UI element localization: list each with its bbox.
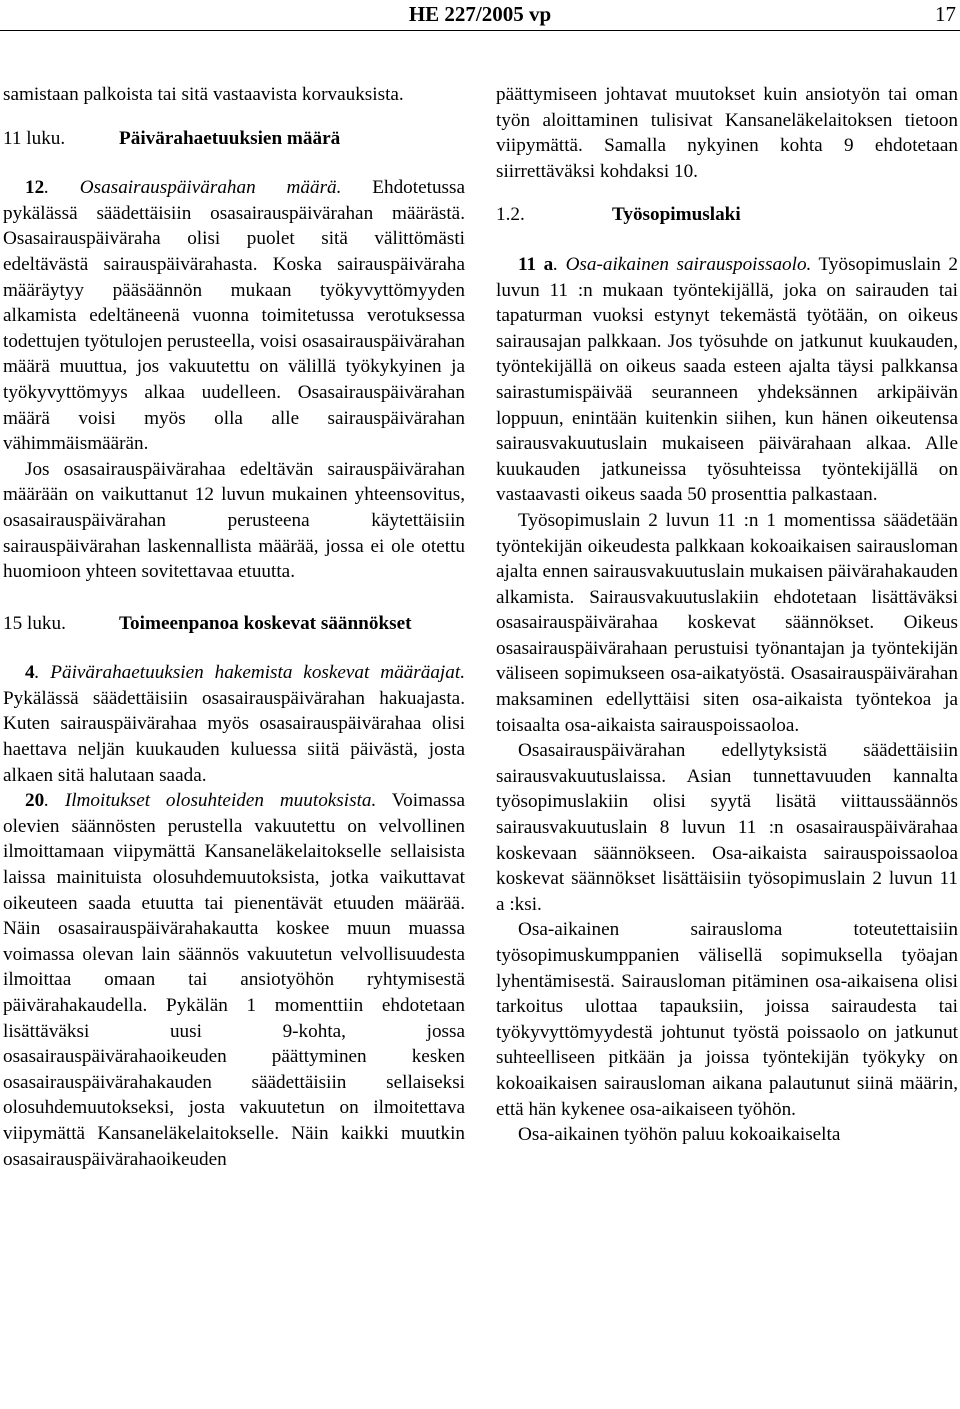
paragraph: Jos osasairauspäivärahaa edeltävän sairauspäivärahan määrään on vaikuttanut 12 luvun mukainen yhteensovitus, osasairauspäivärahan perusteena käytettäisiin sairauspäivärahan laskennallista määrää, jossa ei ole otettu huomioon yhteen sovitettavaa etuutta. (3, 458, 465, 583)
section-12 (3, 175, 465, 457)
section-number: 4 (25, 662, 35, 684)
section-number: 11 a (518, 253, 554, 275)
chapter-title: Toimeenpanoa koskevat säännökset (119, 612, 412, 634)
section-title: . Osa-aikainen sairauspoissaolo. (553, 253, 812, 275)
chapter-number: 11 luku. (3, 127, 66, 149)
section-body: Pykälässä säädettäisiin osasairauspäivärahan hakuajasta. Kuten sairauspäivärahaa myös osasairauspäivärahaa olisi haettava neljän kuukauden kuluessa siitä päivästä, josta alkaen sitä halutaan saada. (3, 687, 465, 786)
section-body: Voimassa olevien säännösten perustella vakuutettu on velvollinen ilmoittamaan viipymättä Kansaneläkelaitokselle sellaisista laissa mainituista olosuhdemuutoksista, jotka vaikuttavat oikeuteen saada etuutta tai pienentävät etuuden määrää. Näin osasairauspäivärahakautta koskee muun muassa voimassa olevan lain säännös vakuutetun velvollisuudesta ilmoittaa omaan tai ansiotyöhön ryhtymisestä päivärahakaudella. Pykälän 1 momenttiin ehdotetaan lisättäväksi uusi 9-kohta, jossa osasairauspäivärahaoikeuden päättyminen kesken osasairauspäivärahakauden säädettäisiin sellaiseksi olosuhdemuutokseksi, josta vakuutetun on ilmoitettava viipymättä Kansaneläkelaitokselle. Näin kaikki muutkin osasairauspäivärahaoikeuden (3, 790, 465, 1170)
chapter-title: Päivärahaetuuksien määrä (119, 127, 341, 149)
section-title: . Päivärahaetuuksien hakemista koskevat määräajat. (34, 662, 465, 684)
section-title: . Osasairauspäivärahan määrä. (44, 177, 342, 199)
section-number: 20 (25, 790, 45, 812)
section-4 (3, 660, 465, 788)
section-title: . Ilmoitukset olosuhteiden muutoksista. (44, 790, 377, 812)
document-id: HE 227/2005 vp (408, 2, 552, 26)
paragraph: Osa-aikainen sairausloma toteutettaisiin työsopimuskumppanien välisellä sopimuksella työajan lyhentämisestä. Sairausloman pitäminen osa-aikaisena olisi tarkoitus ulottaa tapauksiin, joissa sairaudesta tai työkyvyttömyydestä johtunut työstä poissaolo on jatkunut suhteelliseen pitkään ja joissa työntekijän työkyky on kokoaikaisen sairausloman aikana palautunut siinä määrin, että hän kykenee osa-aikaiseen työhön. (496, 919, 958, 1120)
chapter-heading (496, 202, 958, 228)
chapter-title: Työsopimuslaki (612, 204, 741, 226)
section-11a (496, 252, 958, 508)
section-body: Ehdotetussa pykälässä säädettäisiin osasairauspäivärahan määrästä. Osasairauspäiväraha olisi puolet sitä välittömästi edeltävästä sairauspäivärahasta. Koska sairauspäiväraha määräytyy pääsäännön mukaan työkyvyttömyyden alkamista edeltäneenä vuonna toimitetussa verotuksessa todettujen työtulojen perusteella, voisi osasairauspäivärahan määrä muuttua, jos vakuutettu on välillä työkykyinen ja työkyvyttömyys alkaa uudelleen. Osasairauspäivärahan määrä voisi myös olla alle sairauspäivärahan vähimmäismäärän. (3, 177, 465, 455)
page-number: 17 (935, 2, 956, 26)
paragraph: Työsopimuslain 2 luvun 11 :n 1 momentissa säädetään työntekijän oikeudesta palkkaan kokoaikaisen sairausloman ajalta ennen sairausvakuutuslain mukaisen päivärahakauden alkamista. Sairausvakuutuslakiin ehdotetaan lisättäväksi osasairauspäivärahaa koskevat säännökset. Oikeus osasairauspäivärahaan perustuisi työnantajan ja työntekijän väliseen sopimukseen osa-aikatyöstä. Osasairauspäivärahan maksaminen edellyttäisi siten osa-aikaista työntekoa ja toisaalta osa-aikaista sairauspoissaoloa. (496, 509, 958, 736)
chapter-number: 15 luku. (3, 612, 66, 634)
section-20 (3, 788, 465, 1172)
left-column (3, 82, 465, 1409)
paragraph: päättymiseen johtavat muutokset kuin ansiotyön tai oman työn aloittaminen tulisivat Kansaneläkelaitoksen tietoon viipymättä. Samalla nykyinen kohta 9 ehdotetaan siirrettäväksi kohdaksi 10. (496, 84, 958, 182)
chapter-heading (3, 126, 465, 152)
chapter-number: 1.2. (496, 204, 525, 226)
right-column (496, 82, 958, 1409)
section-number: 12 (25, 177, 45, 199)
section-body: Työsopimuslain 2 luvun 11 :n mukaan työntekijällä, joka on sairauden tai tapaturman vuoksi estynyt tekemästä työtään, on oikeus sairausajan palkkaan. Jos työsuhde on jatkunut kuukauden, työntekijällä on oikeus saada esteen ajalta täysi palkkansa sairastumispäivää seuranneen yhdeksännen arkipäivän loppuun, enintään kuitenkin siihen, kun hänen oikeutensa sairausvakuutuslain mukaiseen päivärahaan alkaa. Alle kuukauden jatkuneissa työsuhteissa työntekijällä on vastaavasti oikeus saada 50 prosenttia palkastaan. (496, 253, 958, 506)
paragraph: Osa-aikainen työhön paluu kokoaikaiselta (518, 1124, 841, 1146)
paragraph: samistaan palkoista tai sitä vastaavista korvauksista. (3, 84, 404, 105)
chapter-heading (3, 611, 465, 637)
paragraph: Osasairauspäivärahan edellytyksistä säädettäisiin sairausvakuutuslaissa. Asian tunnettavuuden kannalta työsopimuslakiin olisi syytä lisätä viittaussäännös sairausvakuutuslain 8 luvun 11 :n osasairauspäivärahaa koskevaan säännökseen. Osa-aikaista sairauspoissaoloa koskevat säännökset lisättäisiin työsopimuslain 2 luvun 11 a :ksi. (496, 740, 958, 915)
page-header (0, 0, 960, 31)
